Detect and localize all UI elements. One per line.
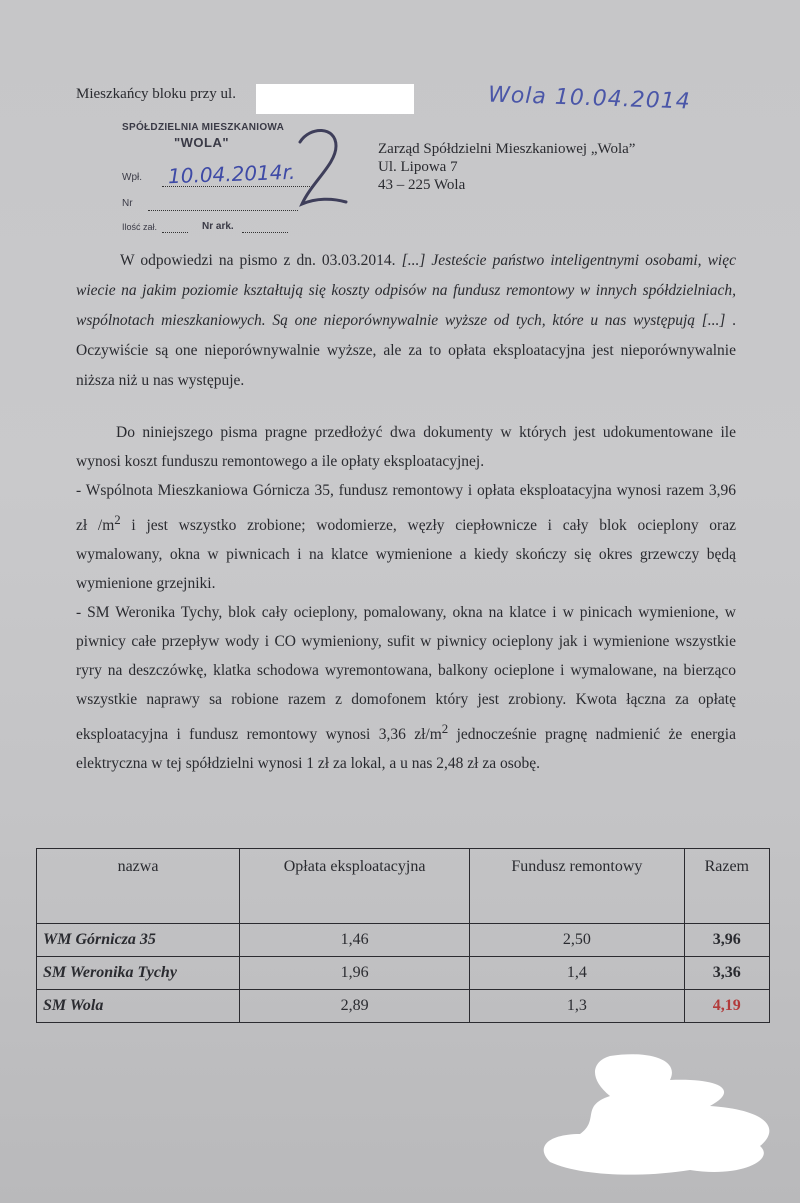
stamp-nr-line: [148, 210, 298, 211]
stamp-nr-ark-label: Nr ark.: [202, 221, 234, 232]
table-header-cell: nazwa: [37, 849, 240, 924]
table-cell: WM Górnicza 35: [37, 924, 240, 957]
redacted-signature: [540, 1050, 780, 1178]
recipient-line3: 43 – 225 Wola: [378, 177, 466, 193]
list-item-gornicza: - Wspólnota Mieszkaniowa Górnicza 35, fundusz remontowy i opłata eksploatacyjna wynosi razem 3,96 zł $/m^2$ i jest wszystko zrobione; wodomierze, węzły ciepłownicze i cały blok ocieplony oraz wymalowany, okna w piwnicach i na klatce wymienione a kiedy skończy się okres grzewczy będą wymienione grzejniki.: [76, 482, 736, 593]
paragraph1-rest: . Oczywiście są one nieporównywalnie wyższe, ale za to opłata eksploatacyjna jest nieporównywalnie niższa niż u nas występuje.: [76, 312, 736, 389]
table-row: [37, 957, 770, 990]
sender-line: Mieszkańcy bloku przy ul.: [76, 86, 236, 102]
stamp-wpl-label: Wpł.: [122, 172, 142, 183]
cost-comparison-table: [36, 848, 770, 1023]
recipient-address: [378, 140, 635, 194]
table-cell: 1,4: [470, 957, 684, 990]
stamp-wpl-date: 10.04.2014r.: [167, 159, 296, 189]
stamp-ilosc-label: Ilość zał.: [122, 222, 158, 232]
table-row: [37, 924, 770, 957]
table-header-row: [37, 849, 770, 924]
paragraph1-quote: [...] Jesteście państwo inteligentnymi osobami, więc wiecie na jakim poziomie kształtują się koszty odpisów na fundusz remontowy w innych spółdzielniach, wspólnotach mieszkaniowych. Są one nieporównywalnie wyższe od tych, które u nas występują [...]: [76, 252, 736, 329]
table-cell-highlight: 4,19: [684, 990, 769, 1023]
paragraph-response: [76, 246, 736, 396]
stamp-ilosc-line: [162, 232, 188, 233]
stamp-nr-label: Nr: [122, 198, 133, 209]
table-cell: 2,89: [240, 990, 470, 1023]
stamp-nr-ark-line: [242, 232, 288, 233]
table-cell: 1,3: [470, 990, 684, 1023]
paragraph2-intro: Do niniejszego pisma pragne przedłożyć dwa dokumenty w których jest udokumentowane ile wynosi koszt funduszu remontowego a ile opłaty eksploatacyjnej.: [76, 424, 736, 470]
table-row: [37, 990, 770, 1023]
recipient-line2: Ul. Lipowa 7: [378, 159, 458, 175]
table-cell: 3,36: [684, 957, 769, 990]
recipient-line1: Zarząd Spółdzielni Mieszkaniowej „Wola”: [378, 141, 636, 157]
table-cell: SM Weronika Tychy: [37, 957, 240, 990]
table-header-cell: Razem: [684, 849, 769, 924]
table-cell: 3,96: [684, 924, 769, 957]
paragraph1-intro: W odpowiedzi na pismo z dn. 03.03.2014.: [120, 252, 396, 269]
table-cell: 1,46: [240, 924, 470, 957]
table-cell: 2,50: [470, 924, 684, 957]
paragraph-documents: [76, 418, 736, 778]
handwritten-number-2: [292, 124, 352, 214]
stamp-org-line1: SPÓŁDZIELNIA MIESZKANIOWA: [122, 122, 285, 133]
stamp-org-line2: "WOLA": [174, 135, 230, 150]
table-header-cell: Fundusz remontowy: [470, 849, 684, 924]
list-item-weronika: - SM Weronika Tychy, blok cały ocieplony, pomalowany, okna na klatce i w pinicach wymienione, w piwnicy całe przepływ wody i CO wymieniony, sufit w piwnicy ocieplony jak i wymienione wszystkie ryry na deszczówkę, klatka schodowa wyremontowana, balkony ocieplone i wymalowane, na bierząco wszystkie naprawy sa robione razem z domofonem który jest zrobiony. Kwota łączna za opłatę eksploatacyjna i fundusz remontowy wynosi 3,36 $zł/m^2$ jednocześnie pragnę nadmienić że energia elektryczna w tej spółdzielni wynosi 1 zł za lokal, a u nas 2,48 zł za osobę.: [76, 604, 736, 773]
table-cell: SM Wola: [37, 990, 240, 1023]
handwritten-date: Wola 10.04.2014: [487, 82, 692, 115]
table-header-cell: Opłata eksploatacyjna: [240, 849, 470, 924]
redaction-box: [256, 84, 414, 114]
table-cell: 1,96: [240, 957, 470, 990]
